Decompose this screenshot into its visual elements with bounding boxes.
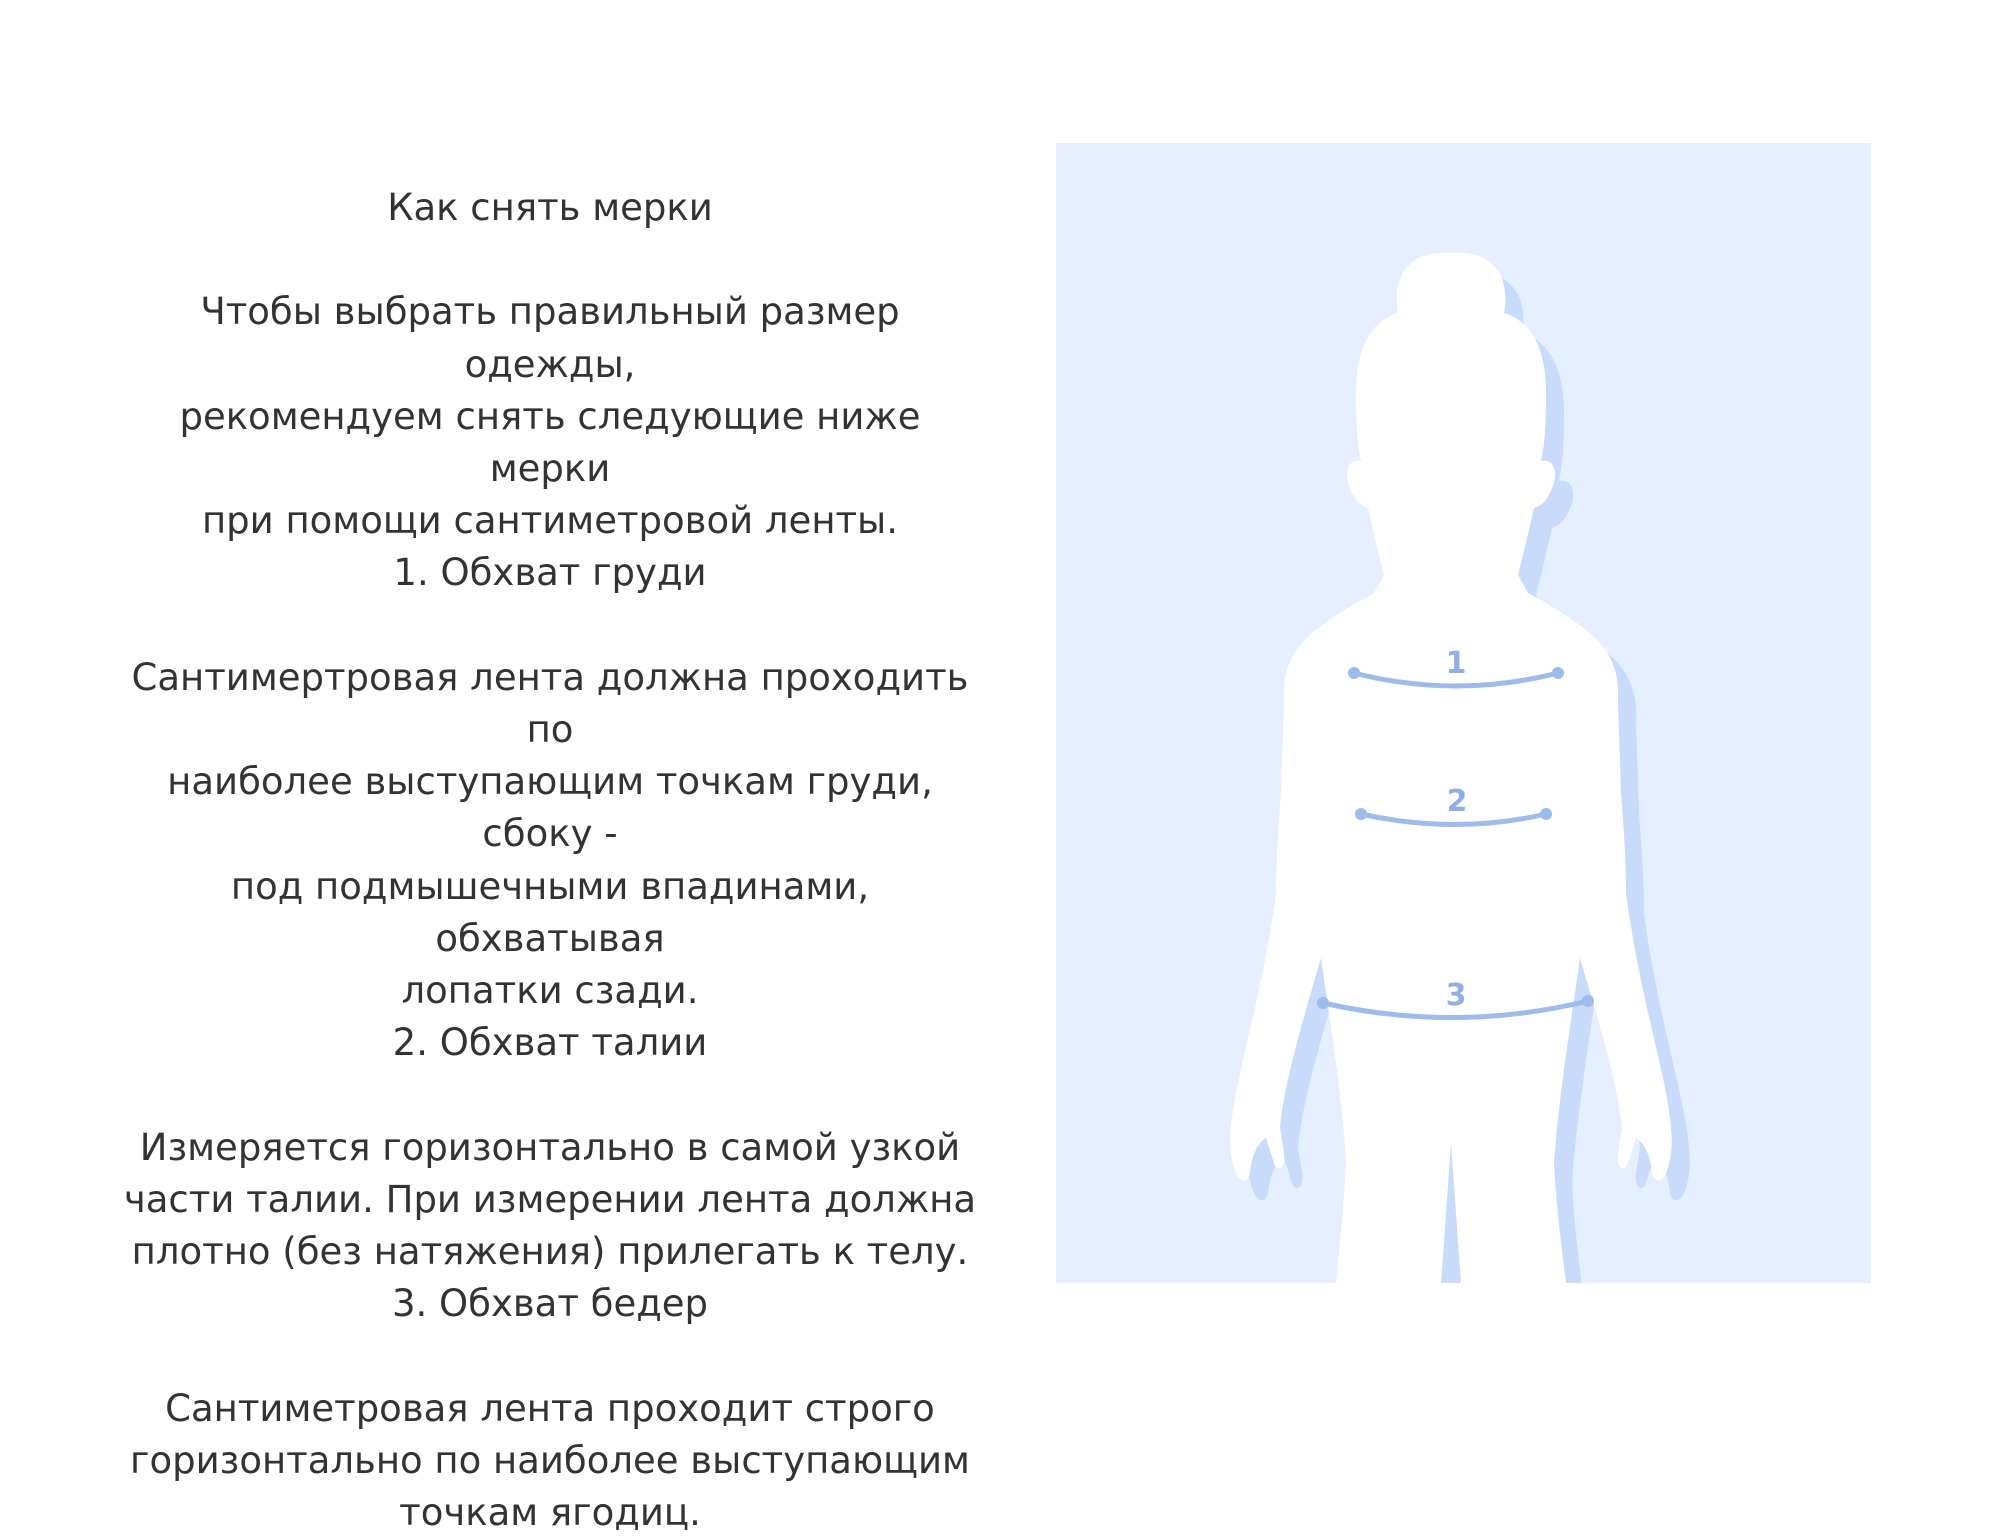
chest-marker-label: 1 bbox=[1445, 646, 1467, 681]
measurement-description-line: лопатки сзади. bbox=[401, 969, 699, 1013]
measurement-heading-waist: 2. Обхват талии bbox=[392, 1021, 708, 1065]
body-figure-panel bbox=[1056, 143, 1871, 1283]
measurement-description-line: Сантимертровая лента должна проходить по bbox=[131, 655, 969, 751]
waist-tape-right-dot bbox=[1540, 808, 1552, 820]
measurement-heading-hips: 3. Обхват бедер bbox=[391, 1282, 709, 1326]
instructions-text bbox=[120, 182, 980, 1539]
measurement-description-line: наиболее выступающим точкам груди, сбоку - bbox=[167, 760, 933, 856]
waist-marker-label: 2 bbox=[1446, 784, 1468, 819]
measurement-description-line: горизонтально по наиболее выступающим bbox=[130, 1438, 970, 1482]
measurement-description-line: под подмышечными впадинами, обхватывая bbox=[230, 864, 870, 960]
body-silhouette-diagram bbox=[1056, 143, 1871, 1283]
measurement-description-line: Сантиметровая лента проходит строго bbox=[165, 1386, 935, 1430]
measurement-description-line: части талии. При измерении лента должна bbox=[123, 1177, 977, 1221]
waist-tape-left-dot bbox=[1355, 808, 1367, 820]
hips-tape-right-dot bbox=[1582, 995, 1594, 1007]
intro-line: при помощи сантиметровой ленты. bbox=[201, 499, 899, 543]
measurement-heading-chest: 1. Обхват груди bbox=[393, 551, 707, 595]
hips-tape-left-dot bbox=[1317, 997, 1329, 1009]
intro-line: Чтобы выбрать правильный размер одежды, bbox=[200, 290, 900, 386]
hips-marker-label: 3 bbox=[1445, 978, 1467, 1013]
measurement-description-line: плотно (без натяжения) прилегать к телу. bbox=[131, 1230, 969, 1274]
measurement-description-line: точкам ягодиц. bbox=[399, 1491, 701, 1535]
page-title: Как снять мерки bbox=[387, 186, 713, 229]
chest-tape-left-dot bbox=[1348, 667, 1360, 679]
intro-line: рекомендуем снять следующие ниже мерки bbox=[179, 394, 921, 490]
measurement-description-line: Измеряется горизонтально в самой узкой bbox=[139, 1125, 961, 1169]
chest-tape-right-dot bbox=[1552, 667, 1564, 679]
